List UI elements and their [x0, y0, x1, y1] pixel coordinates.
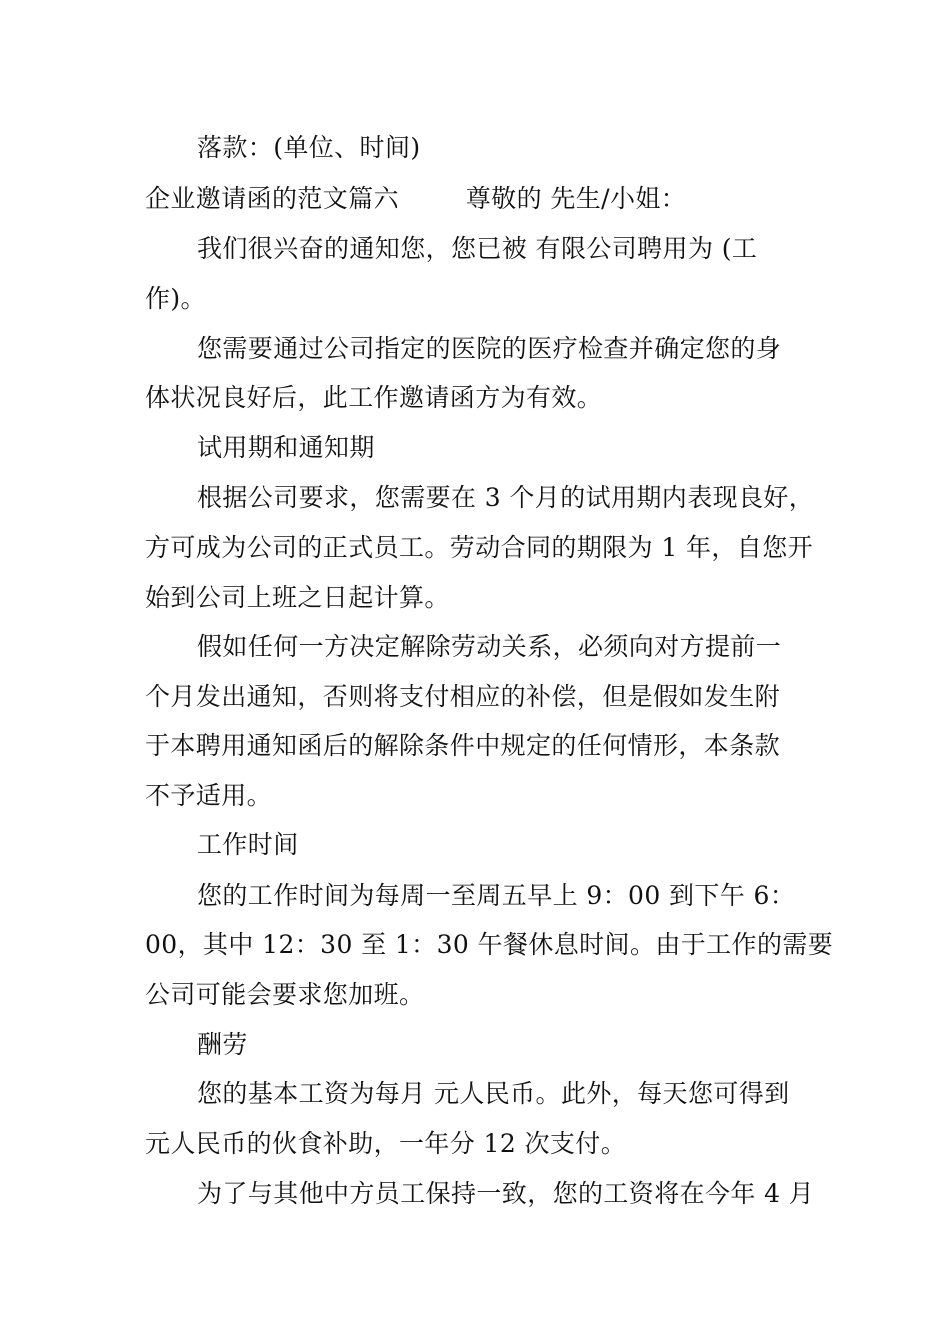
- section-heading: 试用期和通知期: [197, 433, 375, 462]
- paragraph-line: 作)。: [145, 284, 206, 313]
- paragraph-line: 假如任何一方决定解除劳动关系，必须向对方提前一: [197, 632, 782, 661]
- paragraph-line: 您需要通过公司指定的医院的医疗检查并确定您的身: [197, 334, 782, 363]
- paragraph-line: 方可成为公司的正式员工。劳动合同的期限为 1 年，自您开: [145, 533, 814, 562]
- paragraph-line: 根据公司要求，您需要在 3 个月的试用期内表现良好，: [197, 483, 815, 512]
- paragraph-line: 00，其中 12：30 至 1：30 午餐休息时间。由于工作的需要: [145, 930, 834, 959]
- paragraph-line: 于本聘用通知函后的解除条件中规定的任何情形，本条款: [145, 731, 781, 760]
- section-heading: 酬劳: [197, 1030, 248, 1059]
- paragraph-line: 个月发出通知，否则将支付相应的补偿，但是假如发生附: [145, 682, 781, 711]
- section-title-and-salutation: 企业邀请函的范文篇六 尊敬的 先生/小姐：: [145, 184, 687, 213]
- paragraph-line: 体状况良好后，此工作邀请函方为有效。: [145, 383, 603, 412]
- paragraph-line: 您的基本工资为每月 元人民币。此外，每天您可得到: [197, 1079, 790, 1108]
- paragraph-line: 您的工作时间为每周一至周五早上 9：00 到下午 6：: [197, 881, 796, 910]
- signature-line: 落款：(单位、时间): [197, 133, 421, 162]
- paragraph-line: 为了与其他中方员工保持一致，您的工资将在今年 4 月: [197, 1179, 815, 1208]
- paragraph-line: 我们很兴奋的通知您，您已被 有限公司聘用为 (工: [197, 234, 758, 263]
- paragraph-line: 始到公司上班之日起计算。: [145, 583, 450, 612]
- paragraph-line: 不予适用。: [145, 781, 273, 810]
- paragraph-line: 元人民币的伙食补助，一年分 12 次支付。: [145, 1129, 627, 1158]
- paragraph-line: 公司可能会要求您加班。: [145, 980, 425, 1009]
- section-heading: 工作时间: [197, 830, 299, 859]
